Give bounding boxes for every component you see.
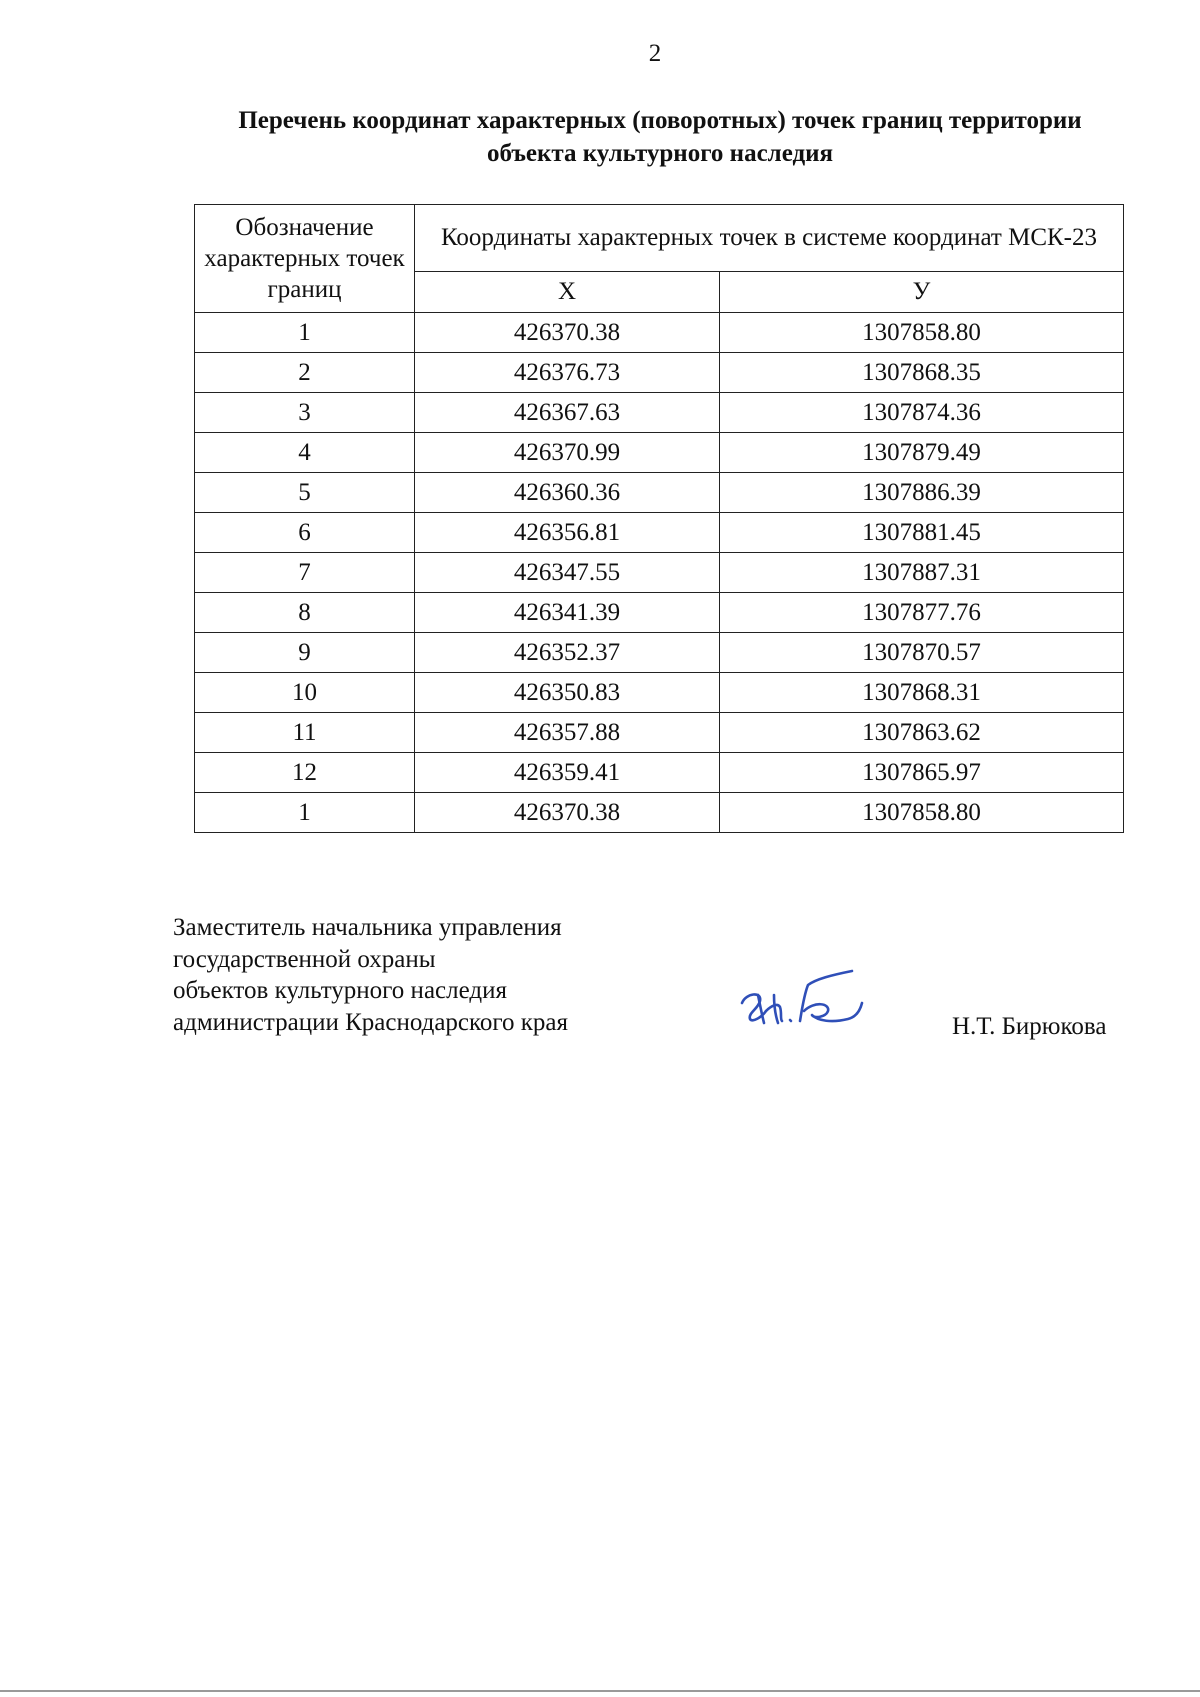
table-row [195,793,1124,833]
position-line-3: объектов культурного наследия [173,977,507,1004]
signature-strokes [742,971,862,1023]
cell-point: 12 [195,753,415,793]
title-line-1: Перечень координат характерных (поворотных) точек границ территории [238,107,1082,134]
table-row [195,393,1124,433]
cell-point: 7 [195,553,415,593]
cell-x: 426370.38 [415,313,720,353]
cell-x: 426376.73 [415,353,720,393]
cell-y: 1307877.76 [720,593,1124,633]
position-line-2: государственной охраны [173,945,436,973]
table-row [195,313,1124,353]
cell-x: 426370.99 [415,433,720,473]
cell-point: 11 [195,713,415,753]
cell-x: 426347.55 [415,553,720,593]
table-row [195,513,1124,553]
cell-x: 426341.39 [415,593,720,633]
cell-y: 1307865.97 [720,753,1124,793]
coordinates-table [194,204,1124,833]
cell-y: 1307881.45 [720,513,1124,553]
cell-y: 1307887.31 [720,553,1124,593]
cell-y: 1307858.80 [720,313,1124,353]
cell-x: 426350.83 [415,673,720,713]
cell-point: 10 [195,673,415,713]
cell-x: 426360.36 [415,473,720,513]
cell-point: 4 [195,433,415,473]
bottom-edge-line [0,1690,1200,1692]
cell-x: 426352.37 [415,633,720,673]
cell-x: 426356.81 [415,513,720,553]
cell-y: 1307868.31 [720,673,1124,713]
header-x: X [415,272,720,313]
position-line-4: администрации Краснодарского края [173,1008,569,1036]
cell-y: 1307879.49 [720,433,1124,473]
cell-y: 1307863.62 [720,713,1124,753]
table-row [195,593,1124,633]
table-row [195,353,1124,393]
title-line-2: объекта культурного наследия [486,140,834,167]
cell-point: 9 [195,633,415,673]
header-y: У [720,272,1124,313]
signer-name: Н.Т. Бирюкова [952,1013,1107,1040]
cell-y: 1307858.80 [720,793,1124,833]
cell-point: 1 [195,793,415,833]
cell-point: 6 [195,513,415,553]
handwritten-signature [736,965,896,1035]
cell-point: 5 [195,473,415,513]
table-row [195,673,1124,713]
table-row [195,433,1124,473]
cell-point: 3 [195,393,415,433]
signatory-position [173,912,568,1038]
document-title [150,104,1170,170]
table-row [195,473,1124,513]
cell-x: 426367.63 [415,393,720,433]
cell-y: 1307886.39 [720,473,1124,513]
cell-point: 8 [195,593,415,633]
page-number: 2 [648,40,662,67]
cell-x: 426359.41 [415,753,720,793]
header-coordinates: Координаты характерных точек в системе координат МСК-23 [415,205,1124,272]
table-row [195,753,1124,793]
table-row [195,713,1124,753]
header-point-designation: Обозначение характерных точек границ [195,205,415,313]
cell-y: 1307874.36 [720,393,1124,433]
table-row [195,633,1124,673]
table-row [195,553,1124,593]
cell-x: 426370.38 [415,793,720,833]
cell-point: 2 [195,353,415,393]
cell-y: 1307870.57 [720,633,1124,673]
cell-point: 1 [195,313,415,353]
cell-y: 1307868.35 [720,353,1124,393]
cell-x: 426357.88 [415,713,720,753]
position-line-1: Заместитель начальника управления [173,914,562,941]
